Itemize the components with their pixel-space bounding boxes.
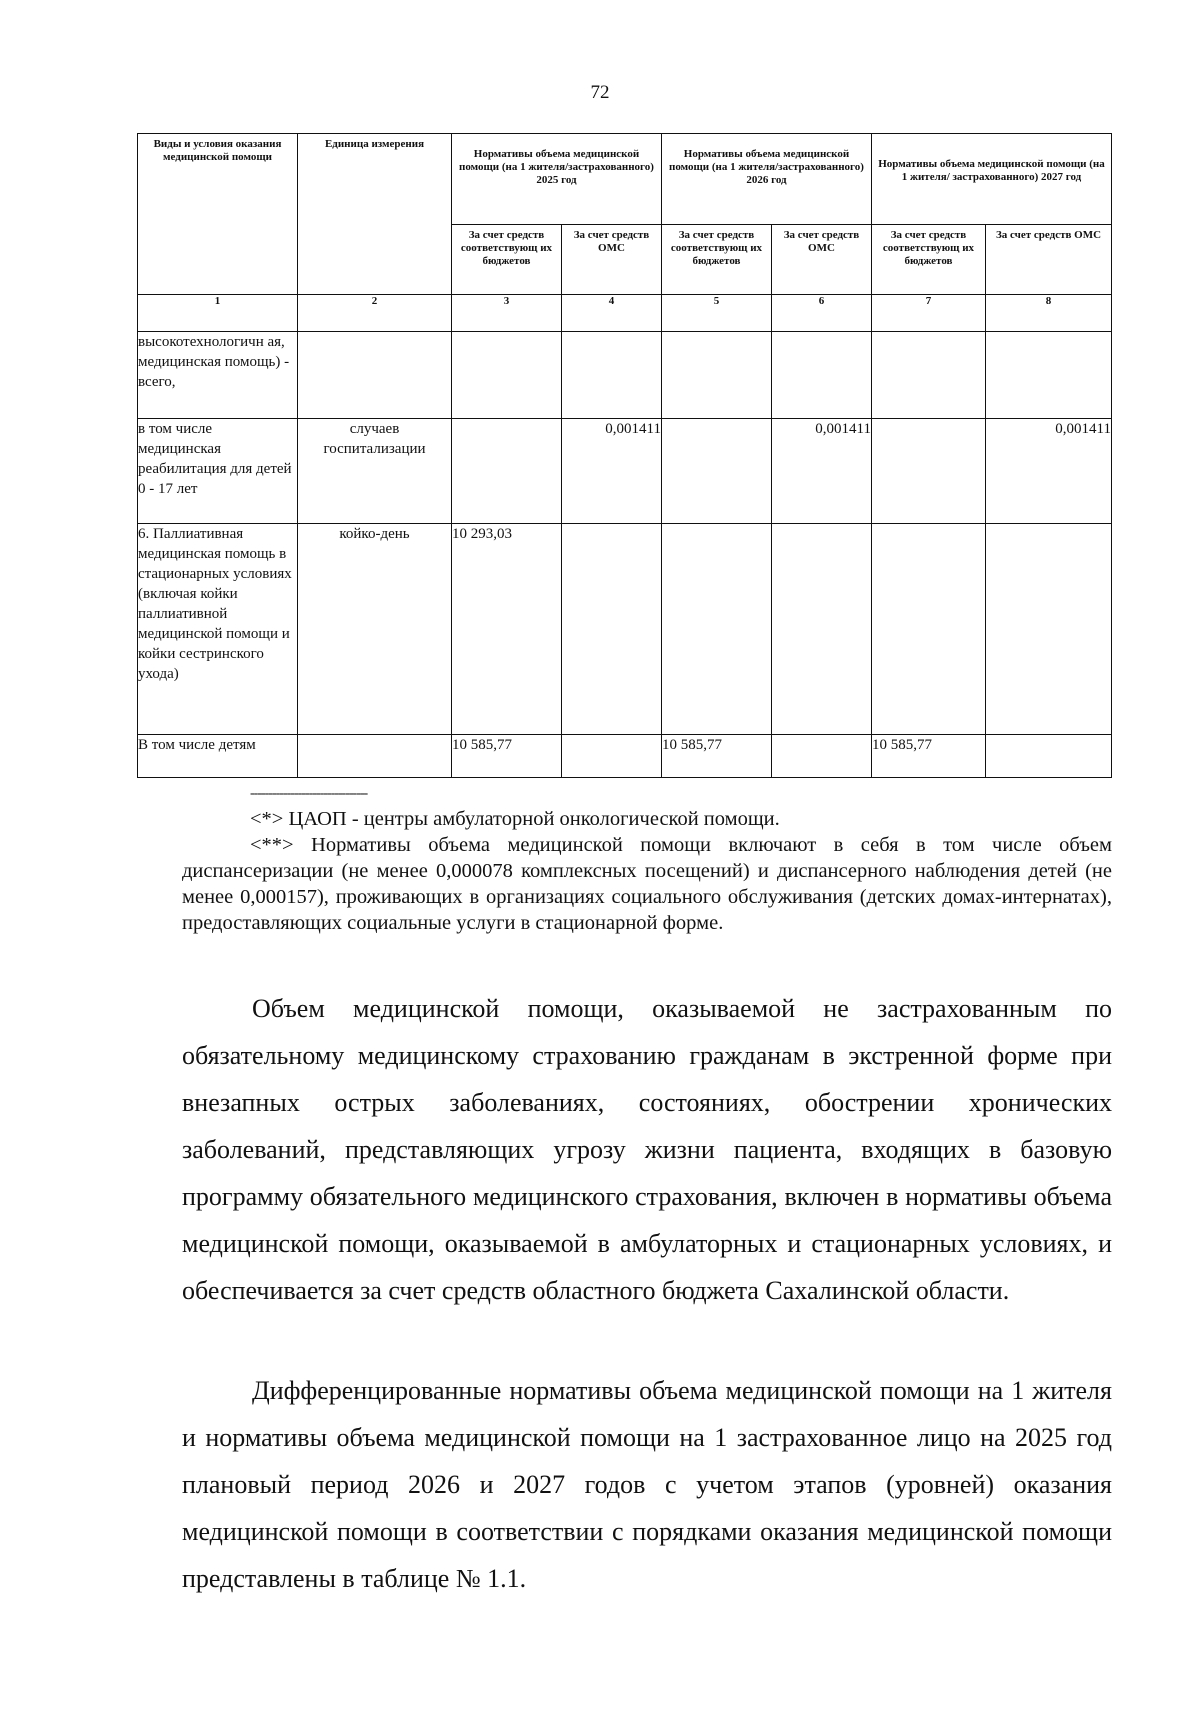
column-number: 4 (562, 295, 662, 332)
cell-oms-2027 (986, 332, 1112, 419)
row-label: В том числе детям (138, 735, 298, 778)
cell-budget-2026 (662, 419, 772, 524)
body-paragraph-1: Объем медицинской помощи, оказываемой не застрахованным по обязательному медицинскому страхованию гражданам в экстренной форме при внезапных острых заболеваниях, состояниях, обострении хронических заболеваний, представляющих угрозу жизни пациента, входящих в базовую программу обязательного медицинского страхования, включен в нормативы объема медицинской помощи, оказываемой в амбулаторных и стационарных условиях, и обеспечивается за счет средств областного бюджета Сахалинской области. (182, 994, 1112, 1305)
cell-budget-2027: 10 585,77 (872, 735, 986, 778)
row-label: высокотехнологичн ая, медицинская помощь) - всего, (138, 332, 298, 419)
table-column-numbers-row (138, 295, 1112, 332)
row-unit (298, 332, 452, 419)
table-row (138, 419, 1112, 524)
row-unit: случаев госпитализации (298, 419, 452, 524)
column-number: 5 (662, 295, 772, 332)
table-header-row (138, 134, 1112, 225)
cell-budget-2025: 10 585,77 (452, 735, 562, 778)
column-number: 6 (772, 295, 872, 332)
table-row (138, 524, 1112, 735)
column-number: 8 (986, 295, 1112, 332)
cell-budget-2026 (662, 332, 772, 419)
column-number: 3 (452, 295, 562, 332)
footnote-1: <*> ЦАОП - центры амбулаторной онкологической помощи. (250, 808, 780, 830)
cell-oms-2025 (562, 735, 662, 778)
cell-oms-2026: 0,001411 (772, 419, 872, 524)
page-number: 72 (590, 82, 610, 103)
footnote-separator: -------------------------------- (250, 786, 368, 801)
cell-oms-2027 (986, 735, 1112, 778)
cell-budget-2025 (452, 332, 562, 419)
cell-oms-2026 (772, 735, 872, 778)
cell-oms-2025 (562, 524, 662, 735)
header-group-2027: Нормативы объема медицинской помощи (на 1 жителя/ застрахованного) 2027 год (872, 134, 1112, 225)
row-label: в том числе медицинская реабилитация для детей 0 - 17 лет (138, 419, 298, 524)
norms-table (137, 133, 1112, 778)
column-number: 1 (138, 295, 298, 332)
row-label: 6. Паллиативная медицинская помощь в стационарных условиях (включая койки паллиативной медицинской помощи и койки сестринского ухода) (138, 524, 298, 735)
header-unit: Единица измерения (298, 134, 452, 295)
cell-budget-2025: 10 293,03 (452, 524, 562, 735)
column-number: 7 (872, 295, 986, 332)
column-number: 2 (298, 295, 452, 332)
cell-budget-2027 (872, 419, 986, 524)
cell-oms-2027: 0,001411 (986, 419, 1112, 524)
table-row (138, 735, 1112, 778)
footnote-2: <**> Нормативы объема медицинской помощи включают в себя в том числе объем диспансеризации (не менее 0,000078 комплексных посещений) и диспансерного наблюдения детей (не менее 0,000157), проживающих в организациях социального обслуживания (детских домах-интернатах), предоставляющих социальные услуги в стационарной форме. (182, 834, 1112, 934)
header-group-2026: Нормативы объема медицинской помощи (на 1 жителя/застрахованного) 2026 год (662, 134, 872, 225)
header-budget-2026: За счет средств соответствующ их бюджетов (662, 225, 772, 295)
cell-budget-2026: 10 585,77 (662, 735, 772, 778)
cell-oms-2027 (986, 524, 1112, 735)
cell-budget-2025 (452, 419, 562, 524)
cell-budget-2026 (662, 524, 772, 735)
header-oms-2026: За счет средств ОМС (772, 225, 872, 295)
row-unit: койко-день (298, 524, 452, 735)
header-budget-2025: За счет средств соответствующ их бюджетов (452, 225, 562, 295)
header-kind: Виды и условия оказания медицинской помощи (138, 134, 298, 295)
header-oms-2027: За счет средств ОМС (986, 225, 1112, 295)
cell-oms-2026 (772, 524, 872, 735)
table-row (138, 332, 1112, 419)
header-oms-2025: За счет средств ОМС (562, 225, 662, 295)
cell-oms-2026 (772, 332, 872, 419)
row-unit (298, 735, 452, 778)
cell-budget-2027 (872, 524, 986, 735)
body-paragraph-2: Дифференцированные нормативы объема медицинской помощи на 1 жителя и нормативы объема медицинской помощи на 1 застрахованное лицо на 2025 год плановый период 2026 и 2027 годов с учетом этапов (уровней) оказания медицинской помощи в соответствии с порядками оказания медицинской помощи представлены в таблице № 1.1. (182, 1376, 1112, 1593)
cell-oms-2025 (562, 332, 662, 419)
cell-oms-2025: 0,001411 (562, 419, 662, 524)
cell-budget-2027 (872, 332, 986, 419)
header-group-2025: Нормативы объема медицинской помощи (на 1 жителя/застрахованного) 2025 год (452, 134, 662, 225)
header-budget-2027: За счет средств соответствующ их бюджетов (872, 225, 986, 295)
